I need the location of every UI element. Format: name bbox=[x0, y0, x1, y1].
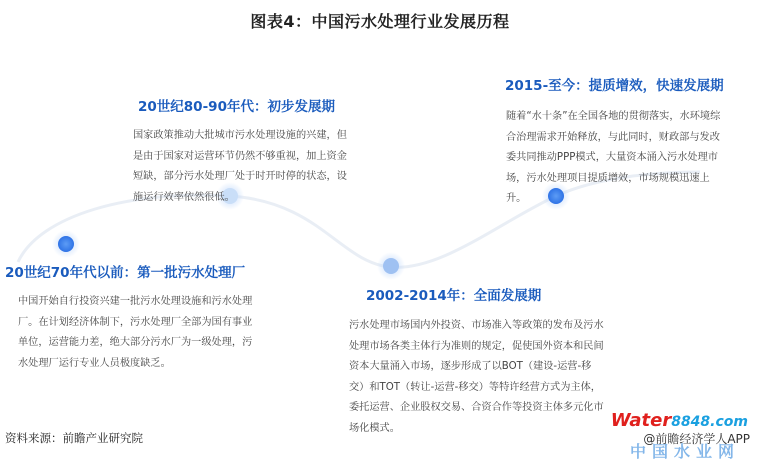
stage-heading-3: 2002-2014年：全面发展期 bbox=[366, 288, 542, 304]
stage-heading-1: 20世纪70年代以前：第一批污水处理厂 bbox=[5, 265, 246, 281]
chart-title: 图表4：中国污水处理行业发展历程 bbox=[250, 12, 510, 31]
stage-heading-2: 20世纪80-90年代：初步发展期 bbox=[138, 99, 335, 115]
stage-text-4: 随着“水十条”在全国各地的贯彻落实，水环境综合治理需求开始释放，与此同时，财政部与发改委共同推动PPP模式，大量资本涌入污水处理市场，污水处理项目提质增效，市场规模迅速上升。 bbox=[506, 111, 721, 204]
stage-text-2: 国家政策推动大批城市污水处理设施的兴建，但是由于国家对运营环节仍然不够重视，加上资金短缺，部分污水处理厂处于时开时停的状态，设施运行效率依然很低。 bbox=[133, 130, 347, 203]
water-cn-watermark: 中国水业网 bbox=[629, 442, 740, 461]
logo-main: Water bbox=[610, 410, 672, 431]
app-credit: @前瞻经济学人APP bbox=[643, 432, 750, 446]
source-note: 资料来源：前瞻产业研究院 bbox=[5, 431, 143, 445]
logo-num: 8848 bbox=[671, 414, 711, 430]
stage-text-3: 污水处理市场国内外投资、市场准入等政策的发布及污水处理市场各类主体行为准则的规定，促使国外资本和民间资本大量涌入市场，逐步形成了以BOT（建设-运营-移交）和TOT（转让-运营-移交）等特许经营方式为主体，委托运营、企业股权交易、合资合作等投资主体多元化市场化模式。 bbox=[349, 320, 604, 434]
logo-tld: .com bbox=[710, 414, 748, 430]
stage-heading-4: 2015-至今：提质增效，快速发展期 bbox=[505, 78, 724, 94]
timeline-dot-1 bbox=[58, 236, 74, 252]
water8848-logo bbox=[611, 410, 748, 431]
stage-text-1: 中国开始自行投资兴建一批污水处理设施和污水处理厂。在计划经济体制下，污水处理厂全部为国有事业单位，运营能力差，绝大部分污水厂为一级处理，污水处理厂运行专业人员极度缺乏。 bbox=[18, 296, 253, 369]
timeline-dot-3 bbox=[383, 258, 399, 274]
